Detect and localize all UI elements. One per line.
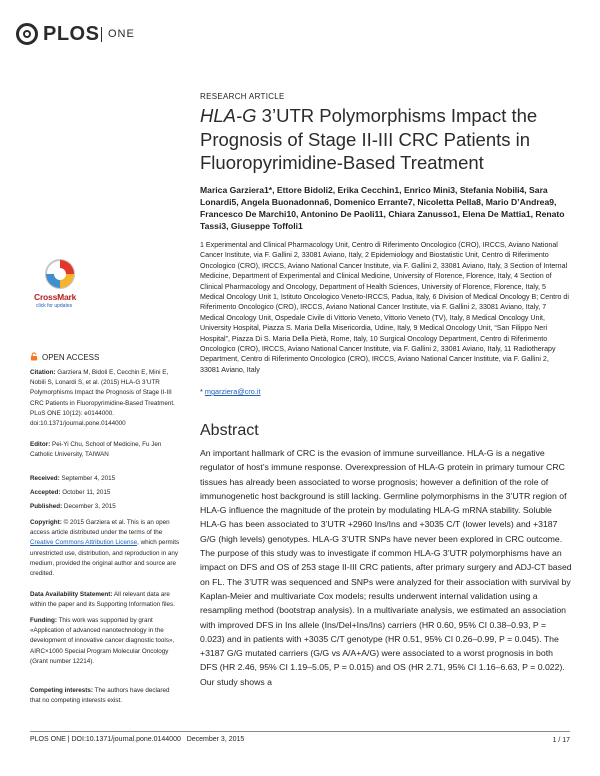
- published-date: [30, 502, 180, 512]
- editor-text: Pei-Yi Chu, School of Medicine, Fu Jen Catholic University, TAIWAN: [30, 441, 162, 459]
- page-number: 1 / 17: [552, 737, 570, 744]
- citation-block: [30, 368, 180, 429]
- abstract-heading: Abstract: [200, 422, 259, 439]
- received-text: September 4, 2015: [59, 475, 116, 482]
- copyright-label: Copyright:: [30, 519, 62, 526]
- competing-interests-label: Competing interests:: [30, 687, 93, 694]
- citation-text: Garziera M, Bidoli E, Cecchin E, Mini E, Nobili S, Lonardi S, et al. (2015) HLA-G 3’UTR Polymorphisms Impact the Prognosis of Stage II-III CRC Patients in Fluoropyrimidine-Based Treatment. PLoS ONE 10(12): e0144000. doi:10.1371/journal.pone.0144000: [30, 369, 175, 428]
- email-prefix: *: [200, 387, 205, 396]
- open-lock-icon: [30, 352, 38, 361]
- open-access-label: OPEN ACCESS: [42, 353, 100, 362]
- received-label: Received:: [30, 475, 60, 482]
- plos-logo-icon: [16, 23, 38, 45]
- title-gene: HLA-G: [200, 105, 257, 126]
- published-label: Published:: [30, 503, 63, 510]
- crossmark-badge[interactable]: [30, 258, 90, 328]
- data-availability-label: Data Availability Statement:: [30, 591, 113, 598]
- affiliations: 1 Experimental and Clinical Pharmacology Unit, Centro di Riferimento Oncologico (CRO), IRCCS, Aviano National Cancer Institute, via F. Gallini 2, 33081 Aviano, Italy, 2 Epidemiology and Biostatistic Unit, Centro di Riferimento Oncologico (CRO), IRCCS, Aviano National Cancer Institute, via F. Gallini 2, 33081 Aviano, Italy, 3 Section of Internal Medicine, Department of Experimental and Clinical Medicine, University of Florence, Florence, Italy, 4 Section of Clinical Pharmacology and Oncology, Department of Health Sciences, University of Florence, Florence, Italy, 5 Medical Oncology Unit 1, Istituto Oncologico Veneto-IRCCS, Padua, Italy, 6 Division of Medical Oncology B; Centro di Riferimento Oncologico (CRO), IRCCS, Aviano National Cancer Institute, via F. Gallini 2, 33081 Aviano, Italy, 7 Medical Oncology Unit, Ospedale Civile di Vittorio Veneto, Vittorio Veneto (TV), Italy, 8 Medical Oncology Unit, University Hospital, Piazza S. Maria Della Misericordia, Udine, Italy, 9 Medical Oncology Unit, “San Filippo Neri Hospital”, Piazza Di S. Maria Della Pietà, Rome, Italy, 10 Surgical Oncology Department, Centro di Riferimento Oncologico (CRO), IRCCS, Aviano National Cancer Institute, via F. Gallini 2, 33081 Aviano, Italy, 11 Radiotherapy Department, Centro di Riferimento Oncologico (CRO), IRCCS, Aviano National Cancer Institute, via F. Gallini 2, 33081 Aviano, Italy: [200, 241, 569, 374]
- plos-one-logo[interactable]: [16, 20, 146, 48]
- title-rest: 3’UTR Polymorphisms Impact the Prognosis of Stage II-III CRC Patients in Fluoropyrimidine-Based Treatment: [200, 105, 538, 173]
- editor-block: [30, 440, 180, 460]
- data-availability-text: All relevant data are within the paper and its Supporting Information files.: [30, 591, 175, 609]
- citation-label: Citation:: [30, 369, 56, 376]
- open-access-badge: [30, 352, 99, 362]
- accepted-date: [30, 488, 180, 498]
- footer-citation: PLOS ONE | DOI:10.1371/journal.pone.0144000 December 3, 2015: [30, 736, 245, 743]
- crossmark-sub: click for updates: [36, 303, 73, 309]
- accepted-label: Accepted:: [30, 489, 61, 496]
- copyright-block: [30, 518, 180, 579]
- competing-interests-text: The authors have declared that no competing interests exist.: [30, 687, 170, 705]
- license-link[interactable]: Creative Commons Attribution License: [30, 539, 138, 547]
- copyright-text-2: , which permits unrestricted use, distribution, and reproduction in any medium, provided the original author and source are credited.: [30, 539, 180, 578]
- email-link[interactable]: mgarziera@cro.it: [204, 387, 261, 396]
- funding-text: This work was supported by grant «Application of advanced nanotechnology in the development of innovative cancer diagnostic tools», AIRC×1000 Special Program Molecular Oncology (Grant number 12214).: [30, 617, 175, 665]
- funding-block: [30, 616, 180, 667]
- received-date: [30, 474, 180, 484]
- funding-label: Funding:: [30, 617, 57, 624]
- corresponding-email: [200, 387, 261, 396]
- logo-divider: [101, 27, 102, 42]
- logo-journal: ONE: [108, 28, 135, 40]
- accepted-text: October 11, 2015: [60, 489, 111, 496]
- crossmark-label: CrossMark: [34, 292, 77, 302]
- published-text: December 3, 2015: [62, 503, 116, 510]
- abstract-body: An important hallmark of CRC is the evasion of immune surveillance. HLA-G is a negative regulator of host’s immune response. Overexpression of HLA-G protein in primary tumour CRC tissues has already been associated to worse prognosis; however a definition of the role of immunogenetic host background is still lacking. Germline polymorphisms in the 3’UTR region of HLA-G influence the magnitude of the protein by modulating HLA-G mRNA stability. Soluble HLA-G has been associated to 3’UTR +2960 Ins/Ins and +3035 C/T (lower levels) and +3187 G/G (high levels) genotypes. HLA-G 3’UTR SNPs have never been explored in CRC outcome. The purpose of this study was to investigate if common HLA-G 3’UTR polymorphisms have an impact on DFS and OS of 253 stage II-III CRC patients, after primary surgery and ADJ-CT based on FL. The 3’UTR was sequenced and SNPs were analyzed for their association with survival by Kaplan-Meier and multivariate Cox models; results underwent internal validation using a resampling method (bootstrap analysis). In a multivariate analysis, we estimated an association with improved DFS in Ins allele (Ins/Del+Ins/Ins) carriers (HR 0.60, 95% CI 0.38–0.93, P = 0.023) and in patients with +3035 C/T genotype (HR 0.51, 95% CI 0.26–0.99, P = 0.045). The +3187 G/G mutated carriers (G/G vs A/A+A/G) were associated to a worst prognosis in both DFS (HR 2.46, 95% CI 1.19–5.05, P = 0.015) and OS (HR 2.71, 95% CI 1.16–6.63, P = 0.022). Our study shows a: [200, 448, 572, 687]
- competing-interests-block: [30, 686, 180, 706]
- article-title: [200, 104, 570, 175]
- logo-brand: PLOS: [43, 23, 100, 45]
- crossmark-icon: [44, 258, 76, 290]
- author-list: Marica Garziera1*, Ettore Bidoli2, Erika Cecchin1, Enrico Mini3, Stefania Nobili4, Sara Lonardi5, Angela Buonadonna6, Domenico Errante7, Nicoletta Pella8, Mario D’Andrea9, Francesco De Marchi10, Antonino De Paoli11, Chiara Zanusso1, Elena De Mattia1, Renato Tassi3, Giuseppe Toffoli1: [200, 185, 565, 231]
- article-type: RESEARCH ARTICLE: [200, 92, 285, 101]
- copyright-text-1: © 2015 Garziera et al. This is an open access article distributed under the terms of the: [30, 519, 170, 537]
- page-footer: [30, 731, 570, 743]
- data-availability-block: [30, 590, 180, 610]
- editor-label: Editor:: [30, 441, 51, 448]
